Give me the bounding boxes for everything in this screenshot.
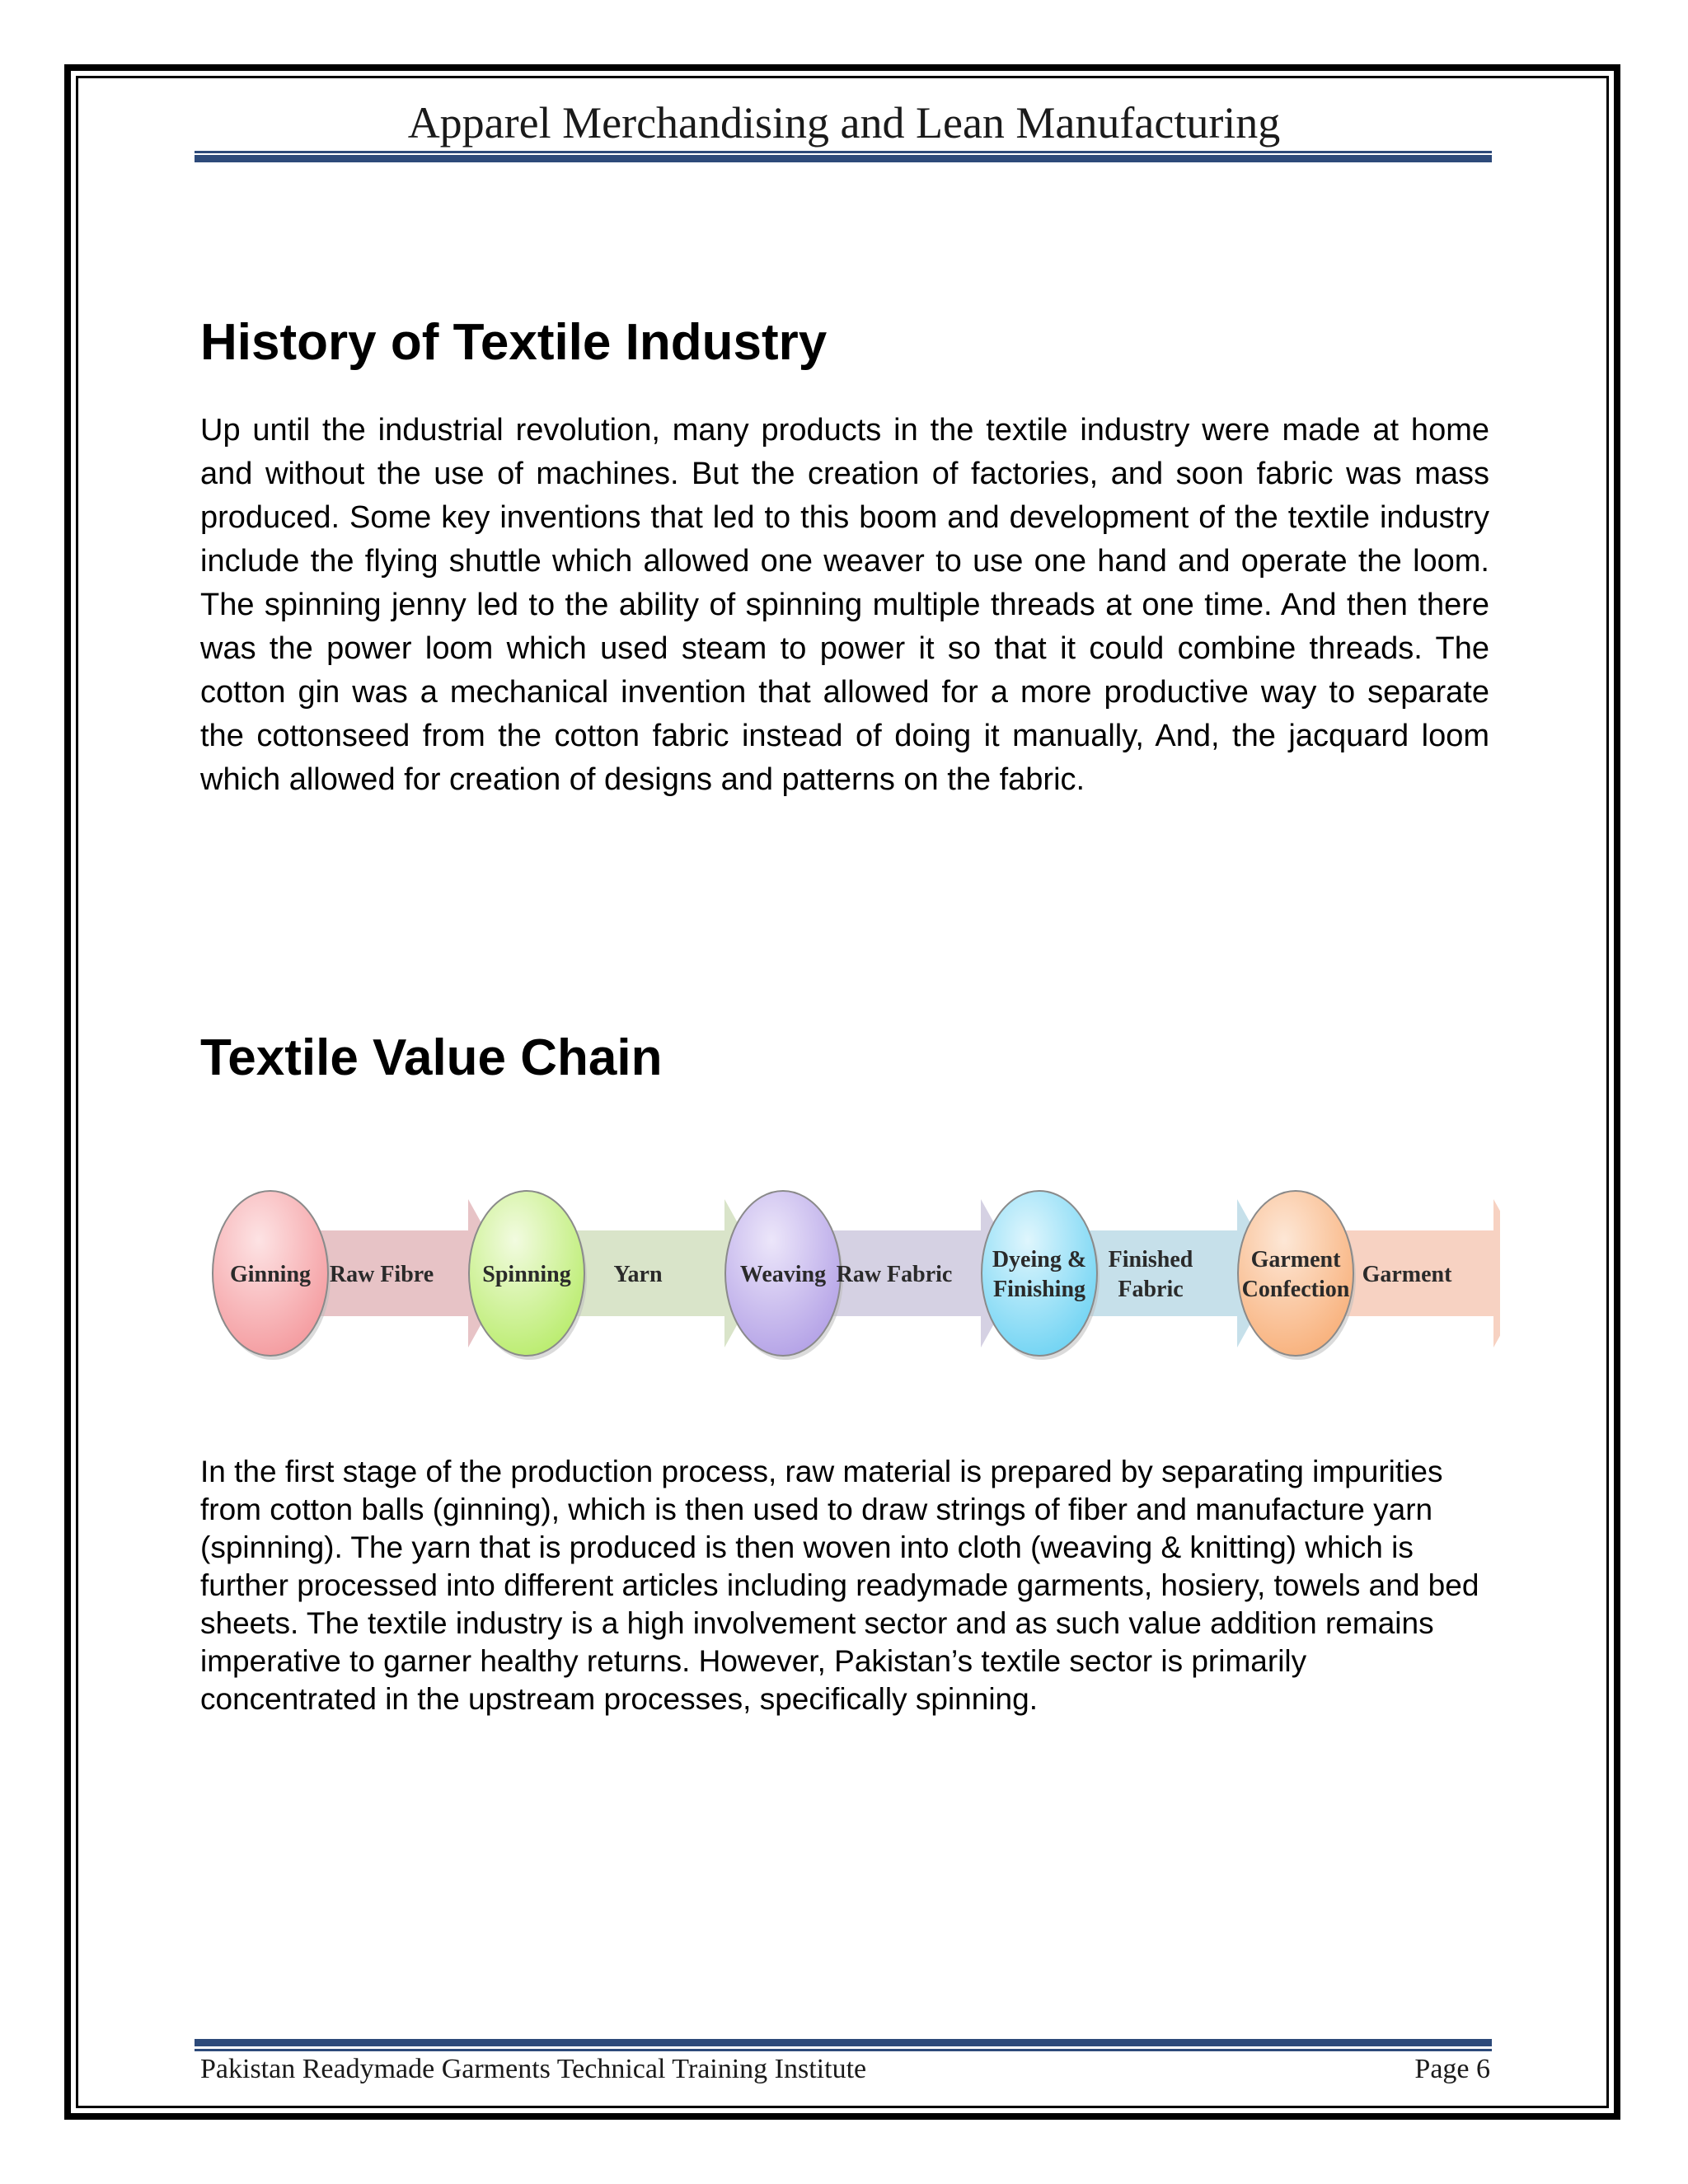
chain-output-label: Fabric xyxy=(1118,1277,1184,1302)
chain-stage-circle xyxy=(1238,1191,1353,1356)
chain-output-label: Raw Fibre xyxy=(329,1262,434,1287)
chain-stage-label: Ginning xyxy=(229,1262,312,1287)
chain-stage-label: Confection xyxy=(1241,1277,1350,1302)
chain-stage-label: Weaving xyxy=(739,1262,827,1287)
footer-institute: Pakistan Readymade Garments Technical Training Institute xyxy=(200,2054,867,2084)
footer-rule-thick xyxy=(195,2039,1492,2046)
chain-output-label: Yarn xyxy=(613,1262,663,1287)
history-paragraph: Up until the industrial revolution, many products in the textile industry were made at home and without the use of machines. But the creation of factories, and soon fabric was mass produced. Some key inventions that led to this boom and development of the textile industry include the flying shuttle which allowed one weaver to use one hand and operate the loom. The spinning jenny led to the ability of spinning multiple threads at one time. And then there was the power loom which used steam to power it so that it could combine threads. The cotton gin was a mechanical invention that allowed for a more productive way to separate the cottonseed from the cotton fabric instead of doing it manually, And, the jacquard loom which allowed for creation of designs and patterns on the fabric. xyxy=(200,413,1489,797)
chain-stage-label: Spinning xyxy=(482,1262,571,1287)
chain-stage-label: Garment xyxy=(1250,1247,1341,1272)
running-header-title: Apparel Merchandising and Lean Manufacturing xyxy=(407,98,1281,148)
header-rule-thick xyxy=(195,155,1492,162)
chain-stage-circle xyxy=(982,1191,1097,1356)
footer-page-number: Page 6 xyxy=(1414,2054,1490,2084)
chain-stage-label: Dyeing & xyxy=(992,1247,1087,1272)
chain-stage-label: Finishing xyxy=(992,1277,1086,1302)
footer-rule-thin xyxy=(195,2049,1492,2051)
value-chain-paragraph: In the first stage of the production process, raw material is prepared by separating impurities from cotton balls (ginning), which is then used to draw strings of fiber and manufacture yarn (spinning). The yarn that is produced is then woven into cloth (weaving & knitting) which is further processed into different articles including readymade garments, hosiery, towels and bed sheets. The textile industry is a high involvement sector and as such value addition remains imperative to garner healthy returns. However, Pakistan’s textile sector is primarily concentrated in the upstream processes, specifically spinning. xyxy=(200,1455,1479,1716)
page-inner-border xyxy=(76,76,1609,2108)
chain-output-label: Garment xyxy=(1362,1262,1452,1287)
history-heading: History of Textile Industry xyxy=(200,314,828,371)
textile-value-chain-diagram xyxy=(198,1179,1500,1368)
chain-output-label: Raw Fabric xyxy=(836,1262,953,1287)
chain-output-label: Finished xyxy=(1108,1247,1193,1272)
header-rule-thin xyxy=(195,151,1492,153)
value-chain-heading: Textile Value Chain xyxy=(200,1029,663,1086)
